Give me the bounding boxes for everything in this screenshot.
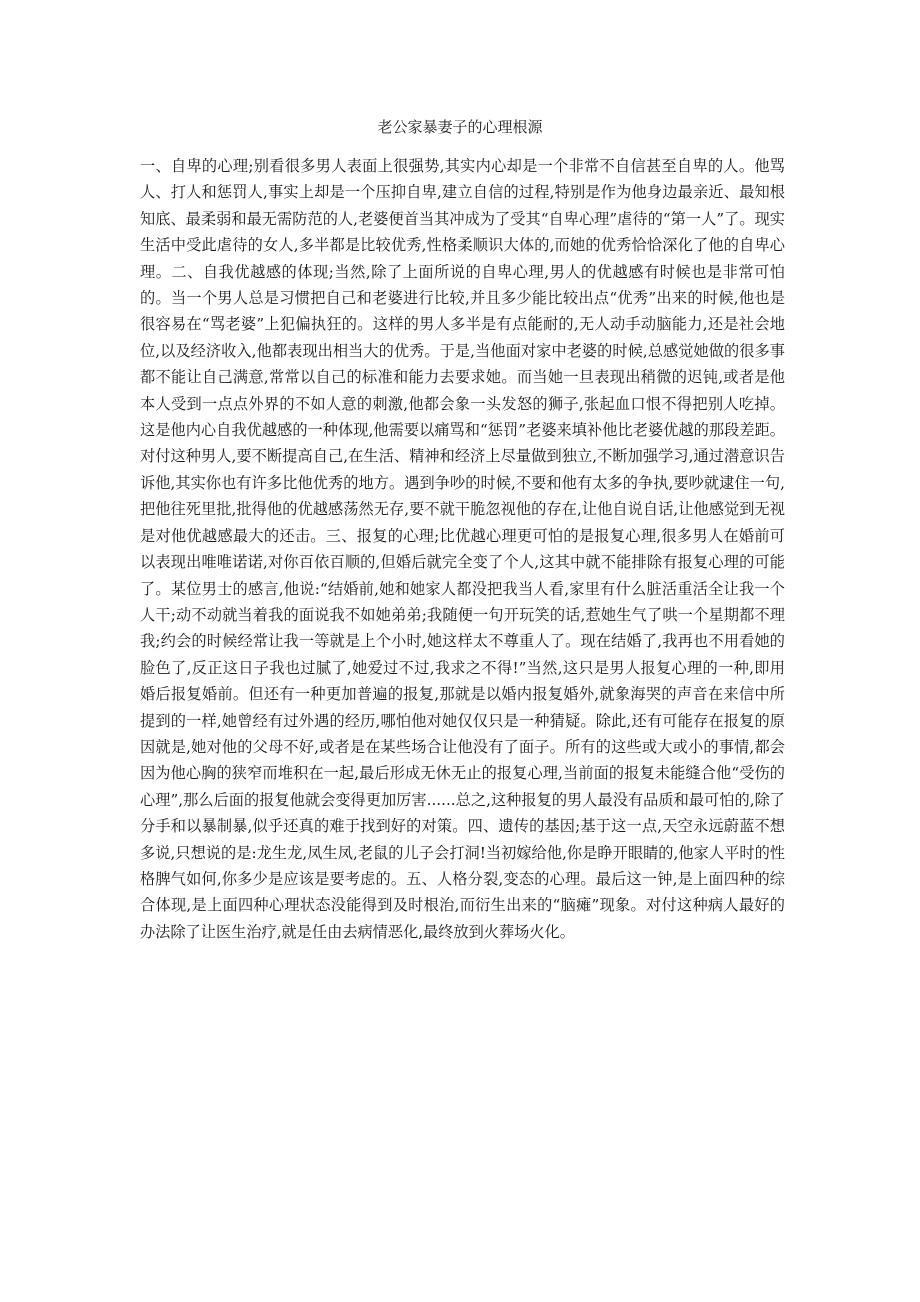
document-title: 老公家暴妻子的心理根源	[377, 118, 543, 136]
document-body-paragraph: 一、自卑的心理;别看很多男人表面上很强势,其实内心却是一个非常不自信甚至自卑的人。他骂人、打人和惩罚人,事实上却是一个压抑自卑,建立自信的过程,特别是作为他身边最亲近、最知根知底、最柔弱和最无需防范的人,老婆便首当其冲成为了受其“自卑心理”虐待的“第一人”了。现实生活中受此虐待的女人,多半都是比较优秀,性格柔顺识大体的,而她的优秀恰恰深化了他的自卑心理。二、自我优越感的体现;当然,除了上面所说的自卑心理,男人的优越感有时候也是非常可怕的。当一个男人总是习惯把自己和老婆进行比较,并且多少能比较出点“优秀”出来的时候,他也是很容易在“骂老婆”上犯偏执狂的。这样的男人多半是有点能耐的,无人动手动脑能力,还是社会地位,以及经济收入,他都表现出相当大的优秀。于是,当他面对家中老婆的时候,总感觉她做的很多事都不能让自己满意,常常以自己的标准和能力去要求她。而当她一旦表现出稍微的迟钝,或者是他本人受到一点点外界的不如人意的刺激,他都会象一头发怒的狮子,张起血口恨不得把别人吃掉。这是他内心自我优越感的一种体现,他需要以痛骂和“惩罚”老婆来填补他比老婆优越的那段差距。对付这种男人,要不断提高自己,在生活、精神和经济上尽量做到独立,不断加强学习,通过潜意识告诉他,其实你也有许多比他优秀的地方。遇到争吵的时候,不要和他有太多的争执,要吵就逮住一句,把他往死里批,批得他的优越感荡然无存,要不就干脆忽视他的存在,让他自说自话,让他感觉到无视是对他优越感最大的还击。三、报复的心理;比优越心理更可怕的是报复心理,很多男人在婚前可以表现出唯唯诺诺,对你百依百顺的,但婚后就完全变了个人,这其中就不能排除有报复心理的可能了。某位男士的感言,他说:“结婚前,她和她家人都没把我当人看,家里有什么脏活重活全让我一个人干;动不动就当着我的面说我不如她弟弟;我随便一句开玩笑的话,惹她生气了哄一个星期都不理我;约会的时候经常让我一等就是上个小时,她这样太不尊重人了。现在结婚了,我再也不用看她的脸色了,反正这日子我也过腻了,她爱过不过,我求之不得!”当然,这只是男人报复心理的一种,即用婚后报复婚前。但还有一种更加普遍的报复,那就是以婚内报复婚外,就象海哭的声音在来信中所提到的一样,她曾经有过外遇的经历,哪怕他对她仅仅只是一种猜疑。除此,还有可能存在报复的原因就是,她对他的父母不好,或者是在某些场合让他没有了面子。所有的这些或大或小的事情,都会因为他心胸的狭窄而堆积在一起,最后形成无休无止的报复心理,当前面的报复未能缝合他“受伤的心理”,那么后面的报复他就会变得更加厉害......总之,这种报复的男人最没有品质和最可怕的,除了分手和以暴制暴,似乎还真的难于找到好的对策。四、遗传的基因;基于这一点,天空永远蔚蓝不想多说,只想说的是:龙生龙,凤生凤,老鼠的儿子会打洞!当初嫁给他,你是睁开眼睛的,他家人平时的性格脾气如何,你多少是应该是要考虑的。五、人格分裂,变态的心理。最后这一钟,是上面四种的综合体现,是上面四种心理状态没能得到及时根治,而衍生出来的“脑瘫”现象。对付这种病人最好的办法除了让医生治疗,就是任由去病情恶化,最终放到火葬场火化。	[140, 157, 785, 941]
